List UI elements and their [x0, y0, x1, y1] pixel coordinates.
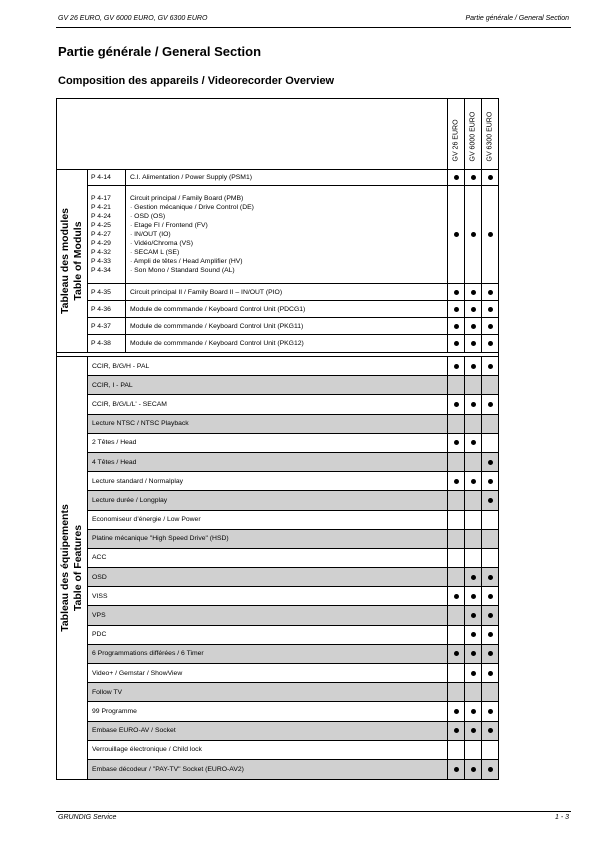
module-row	[88, 170, 498, 186]
feature-description: OSD	[88, 568, 447, 586]
feature-row	[88, 415, 498, 434]
availability-cell	[447, 702, 464, 720]
module-page-ref: P 4-14	[88, 170, 126, 185]
availability-cell	[464, 645, 481, 663]
availability-cell	[481, 511, 498, 529]
availability-dot-icon	[454, 232, 459, 237]
availability-dot-icon	[471, 594, 476, 599]
availability-dot-icon	[488, 709, 493, 714]
availability-cell	[447, 491, 464, 509]
availability-dot-icon	[471, 575, 476, 580]
feature-description: Follow TV	[88, 683, 447, 701]
availability-cell	[464, 318, 481, 334]
module-page-ref: P 4-37	[88, 318, 126, 334]
availability-dot-icon	[488, 402, 493, 407]
availability-dot-icon	[454, 767, 459, 772]
feature-description: 6 Programmations différées / 6 Timer	[88, 645, 447, 663]
feature-row	[88, 741, 498, 760]
overview-table	[56, 98, 499, 780]
feature-description: Economiseur d'énergie / Low Power	[92, 516, 201, 524]
feature-description: PDC	[92, 631, 107, 639]
availability-cell	[464, 335, 481, 352]
feature-description: Platine mécanique "High Speed Drive" (HSD)	[88, 530, 447, 548]
availability-dot-icon	[454, 440, 459, 445]
availability-cell	[481, 491, 498, 509]
availability-cell	[464, 453, 481, 471]
availability-cell	[464, 395, 481, 413]
feature-description: CCIR, B/G/L/L' - SECAM	[92, 400, 167, 408]
availability-dot-icon	[488, 594, 493, 599]
availability-cell	[481, 626, 498, 644]
modules-label-fr: Tableau des modules	[59, 208, 71, 314]
availability-cell	[447, 760, 464, 779]
availability-cell	[464, 186, 481, 283]
availability-cell	[481, 683, 498, 701]
feature-row	[88, 472, 498, 491]
availability-dot-icon	[488, 341, 493, 346]
availability-cell	[464, 741, 481, 759]
availability-dot-icon	[488, 307, 493, 312]
table-header	[57, 99, 498, 170]
availability-cell	[481, 587, 498, 605]
availability-dot-icon	[471, 709, 476, 714]
feature-row	[88, 511, 498, 530]
feature-description: Lecture NTSC / NTSC Playback	[88, 415, 447, 433]
availability-cell	[481, 301, 498, 317]
availability-cell	[447, 683, 464, 701]
availability-dot-icon	[488, 651, 493, 656]
availability-dot-icon	[471, 290, 476, 295]
availability-dot-icon	[471, 341, 476, 346]
feature-row	[88, 395, 498, 414]
features-label-fr: Tableau des équipements	[59, 504, 71, 632]
availability-cell	[464, 530, 481, 548]
availability-cell	[464, 549, 481, 567]
availability-dot-icon	[454, 175, 459, 180]
header-rule	[56, 27, 571, 28]
feature-row	[88, 453, 498, 472]
feature-row	[88, 626, 498, 645]
availability-dot-icon	[488, 498, 493, 503]
availability-cell	[481, 606, 498, 624]
availability-dot-icon	[488, 290, 493, 295]
module-row	[88, 335, 498, 352]
availability-dot-icon	[471, 440, 476, 445]
feature-row	[88, 549, 498, 568]
availability-cell	[481, 664, 498, 682]
availability-cell	[464, 587, 481, 605]
availability-dot-icon	[471, 364, 476, 369]
availability-cell	[464, 722, 481, 740]
availability-cell	[464, 415, 481, 433]
modules-label-en: Table of Moduls	[72, 221, 84, 301]
features-group-label	[57, 357, 88, 779]
availability-cell	[481, 434, 498, 452]
availability-dot-icon	[471, 767, 476, 772]
feature-description: 2 Têtes / Head	[92, 439, 137, 447]
module-description: Module de commmande / Keyboard Control Unit (PDCG1)	[130, 305, 306, 313]
availability-dot-icon	[471, 324, 476, 329]
availability-cell	[447, 568, 464, 586]
page-title: Partie générale / General Section	[58, 44, 262, 59]
feature-description: CCIR, B/G/H - PAL	[92, 362, 150, 370]
availability-cell	[464, 626, 481, 644]
availability-cell	[481, 568, 498, 586]
feature-description: Lecture durée / Longplay	[88, 491, 447, 509]
availability-dot-icon	[488, 728, 493, 733]
availability-cell	[447, 587, 464, 605]
module-page-ref: P 4-38	[88, 335, 126, 352]
availability-cell	[481, 645, 498, 663]
availability-dot-icon	[454, 307, 459, 312]
availability-dot-icon	[488, 767, 493, 772]
availability-cell	[464, 683, 481, 701]
availability-dot-icon	[454, 594, 459, 599]
availability-cell	[464, 760, 481, 779]
availability-cell	[447, 415, 464, 433]
module-row	[88, 186, 498, 284]
modules-group-label	[57, 170, 88, 352]
availability-cell	[464, 511, 481, 529]
availability-cell	[481, 530, 498, 548]
availability-dot-icon	[488, 575, 493, 580]
module-description: Circuit principal II / Family Board II – IN/OUT (PIO)	[130, 288, 283, 296]
feature-description: VPS	[88, 606, 447, 624]
availability-cell	[481, 741, 498, 759]
availability-dot-icon	[471, 651, 476, 656]
running-header-section: Partie générale / General Section	[465, 15, 569, 22]
feature-description: Embase décodeur / "PAY-TV" Socket (EURO-AV2)	[88, 760, 447, 779]
availability-cell	[481, 702, 498, 720]
availability-dot-icon	[454, 709, 459, 714]
availability-cell	[447, 511, 464, 529]
availability-cell	[481, 170, 498, 185]
availability-dot-icon	[454, 324, 459, 329]
feature-row	[88, 683, 498, 702]
availability-dot-icon	[471, 479, 476, 484]
availability-cell	[447, 664, 464, 682]
module-description: Module de commmande / Keyboard Control Unit (PKG12)	[130, 340, 304, 347]
features-group	[57, 356, 498, 779]
availability-cell	[447, 741, 464, 759]
availability-dot-icon	[454, 341, 459, 346]
availability-dot-icon	[488, 671, 493, 676]
availability-cell	[464, 434, 481, 452]
availability-cell	[447, 434, 464, 452]
feature-description: Lecture standard / Normalplay	[92, 477, 184, 485]
running-header-models: GV 26 EURO, GV 6000 EURO, GV 6300 EURO	[58, 15, 208, 22]
availability-cell	[447, 357, 464, 375]
availability-dot-icon	[488, 479, 493, 484]
feature-row	[88, 568, 498, 587]
section-subtitle: Composition des appareils / Videorecorder Overview	[58, 75, 335, 87]
availability-cell	[481, 722, 498, 740]
feature-description: Verrouillage électronique / Child lock	[92, 746, 202, 754]
availability-cell	[447, 170, 464, 185]
modules-rows	[88, 170, 498, 352]
availability-dot-icon	[488, 460, 493, 465]
availability-dot-icon	[454, 290, 459, 295]
features-rows	[88, 357, 498, 779]
availability-cell	[447, 606, 464, 624]
feature-row	[88, 587, 498, 606]
module-description: C.I. Alimentation / Power Supply (PSM1)	[130, 174, 253, 181]
feature-row	[88, 722, 498, 741]
availability-cell	[481, 376, 498, 394]
availability-dot-icon	[471, 232, 476, 237]
availability-dot-icon	[471, 307, 476, 312]
availability-cell	[464, 491, 481, 509]
availability-dot-icon	[488, 364, 493, 369]
availability-dot-icon	[454, 364, 459, 369]
availability-cell	[464, 702, 481, 720]
availability-dot-icon	[471, 728, 476, 733]
availability-cell	[447, 549, 464, 567]
availability-dot-icon	[471, 175, 476, 180]
feature-row	[88, 702, 498, 721]
availability-cell	[464, 568, 481, 586]
availability-cell	[464, 170, 481, 185]
feature-description: ACC	[92, 554, 107, 562]
availability-cell	[447, 530, 464, 548]
feature-row	[88, 434, 498, 453]
feature-row	[88, 530, 498, 549]
availability-dot-icon	[488, 175, 493, 180]
availability-cell	[447, 472, 464, 490]
feature-row	[88, 376, 498, 395]
availability-cell	[481, 335, 498, 352]
column-header-gv6300: GV 6300 EURO	[481, 99, 498, 169]
availability-cell	[447, 186, 464, 283]
module-description: Circuit principal / Family Board (PMB) · Gestion mécanique / Drive Control (DE) · OSD (OS) · Etage FI / Frontend (FV) · IN/OUT (IO) · Vidéo/Chroma (VS) · SECAM L (SE) · Ampli de têtes / Head Amplifier (HV) · Son Mono / Standard Sound (AL)	[130, 195, 254, 274]
availability-cell	[464, 284, 481, 300]
feature-row	[88, 645, 498, 664]
availability-cell	[447, 453, 464, 471]
availability-cell	[464, 664, 481, 682]
modules-group	[57, 170, 498, 353]
footer-brand: GRUNDIG Service	[58, 814, 117, 821]
availability-dot-icon	[471, 632, 476, 637]
feature-description: VISS	[92, 592, 108, 600]
availability-cell	[464, 606, 481, 624]
availability-cell	[481, 472, 498, 490]
features-label-en: Table of Features	[72, 524, 84, 612]
feature-row	[88, 606, 498, 625]
availability-cell	[464, 472, 481, 490]
column-header-gv6000: GV 6000 EURO	[464, 99, 481, 169]
availability-cell	[447, 301, 464, 317]
availability-cell	[464, 376, 481, 394]
module-page-ref: P 4-17 P 4-21 P 4-24 P 4-25 P 4-27 P 4-29 P 4-32 P 4-33 P 4-34	[88, 186, 126, 283]
module-row	[88, 318, 498, 335]
availability-cell	[481, 395, 498, 413]
availability-dot-icon	[454, 479, 459, 484]
availability-cell	[481, 186, 498, 283]
availability-dot-icon	[488, 613, 493, 618]
availability-dot-icon	[471, 402, 476, 407]
feature-row	[88, 357, 498, 376]
feature-row	[88, 491, 498, 510]
availability-cell	[447, 395, 464, 413]
module-row	[88, 301, 498, 318]
table-header-blank	[57, 99, 447, 169]
availability-cell	[447, 335, 464, 352]
availability-cell	[447, 284, 464, 300]
availability-cell	[481, 415, 498, 433]
availability-dot-icon	[488, 232, 493, 237]
column-header-gv26: GV 26 EURO	[447, 99, 464, 169]
availability-dot-icon	[454, 728, 459, 733]
module-page-ref: P 4-36	[88, 301, 126, 317]
availability-cell	[447, 318, 464, 334]
availability-dot-icon	[471, 613, 476, 618]
availability-cell	[481, 357, 498, 375]
availability-cell	[481, 318, 498, 334]
availability-dot-icon	[488, 632, 493, 637]
availability-cell	[481, 760, 498, 779]
availability-dot-icon	[454, 651, 459, 656]
footer-rule	[56, 811, 571, 812]
feature-description: Embase EURO-AV / Socket	[88, 722, 447, 740]
availability-cell	[464, 301, 481, 317]
availability-cell	[481, 284, 498, 300]
availability-dot-icon	[488, 324, 493, 329]
feature-description: Video+ / Gemstar / ShowView	[92, 669, 183, 677]
availability-cell	[447, 645, 464, 663]
feature-description: 99 Programme	[92, 707, 137, 715]
availability-cell	[481, 453, 498, 471]
availability-cell	[447, 626, 464, 644]
feature-row	[88, 664, 498, 683]
availability-cell	[447, 376, 464, 394]
availability-cell	[481, 549, 498, 567]
page-number: 1 - 3	[554, 814, 569, 821]
feature-row	[88, 760, 498, 779]
feature-description: CCIR, I - PAL	[88, 376, 447, 394]
availability-cell	[447, 722, 464, 740]
module-description: Module de commmande / Keyboard Control Unit (PKG11)	[130, 322, 304, 330]
module-page-ref: P 4-35	[88, 284, 126, 300]
feature-description: 4 Têtes / Head	[88, 453, 447, 471]
module-row	[88, 284, 498, 301]
availability-dot-icon	[454, 402, 459, 407]
availability-cell	[464, 357, 481, 375]
availability-dot-icon	[471, 671, 476, 676]
